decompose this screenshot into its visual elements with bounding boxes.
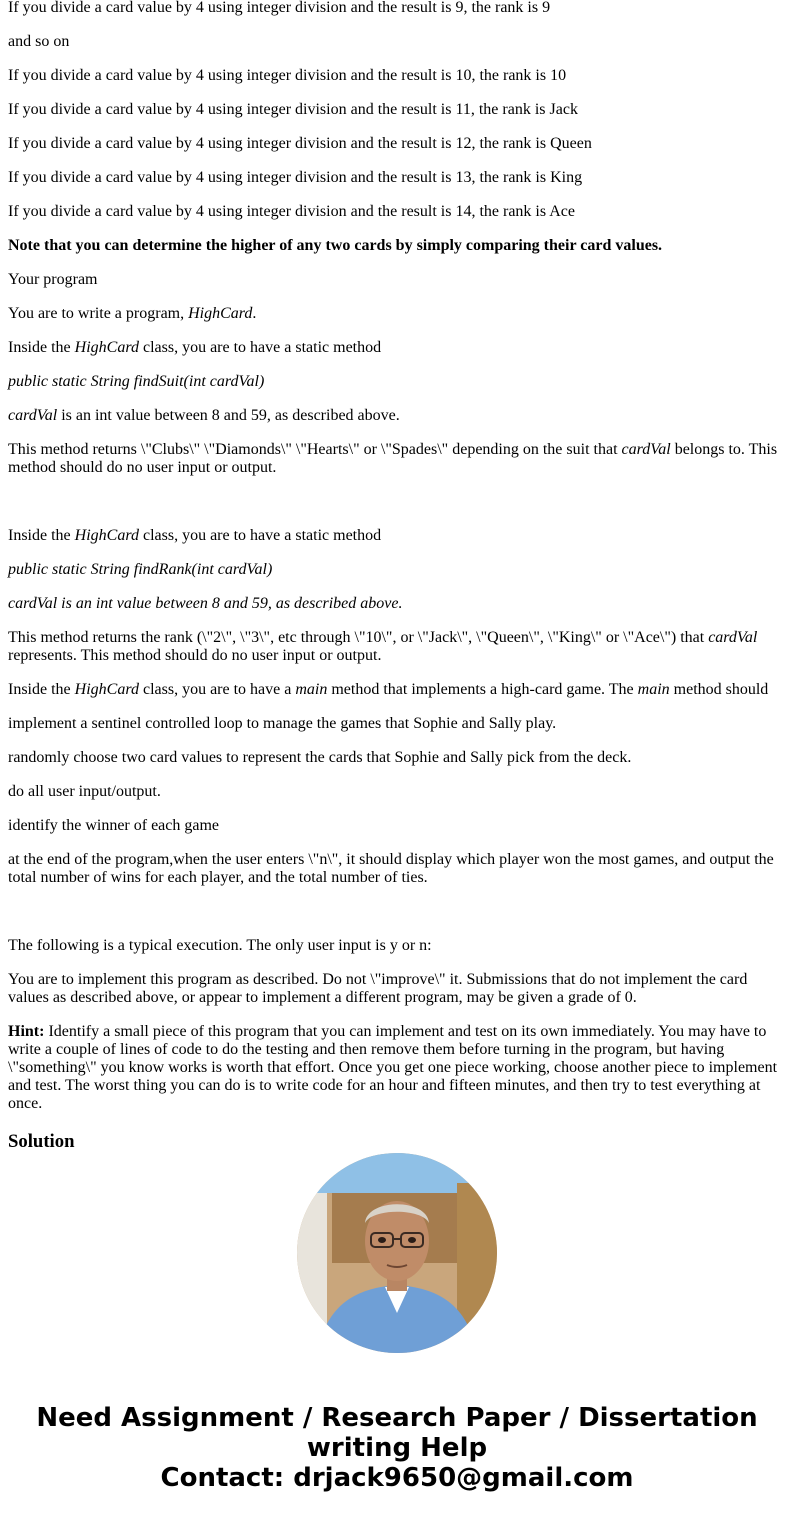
- solution-heading: Solution: [8, 1131, 75, 1152]
- implement-warning-text: You are to implement this program as described. Do not \"improve\" it. Submissions that do not implement the card values as described above, or appear to implement a different program, may be given a grade of 0.: [8, 971, 748, 1006]
- author-avatar: [297, 1153, 497, 1353]
- hint-paragraph: [8, 1023, 786, 1113]
- note-text: Note that you can determine the higher of any two cards by simply comparing their card values.: [8, 237, 663, 254]
- help-headline: Need Assignment / Research Paper / Dissertation writing Help: [36, 1403, 758, 1463]
- rank-rule-9: If you divide a card value by 4 using integer division and the result is 9, the rank is 9: [8, 0, 551, 16]
- find-rank-param: cardVal is an int value between 8 and 59, as described above.: [8, 595, 403, 612]
- main-requirement: do all user input/output.: [8, 783, 161, 800]
- class-name: HighCard: [74, 339, 139, 356]
- main-requirement: implement a sentinel controlled loop to manage the games that Sophie and Sally play.: [8, 715, 557, 732]
- find-suit-signature: public static String findSuit(int cardVal): [8, 373, 265, 390]
- blank-line: [8, 493, 786, 511]
- rank-rule-king: If you divide a card value by 4 using integer division and the result is 13, the rank is King: [8, 169, 583, 186]
- rank-rule-jack: If you divide a card value by 4 using integer division and the result is 11, the rank is Jack: [8, 101, 578, 118]
- main-requirement: at the end of the program,when the user enters \"n\", it should display which player won the most games, and output the total number of wins for each player, and the total number of ties.: [8, 851, 774, 886]
- find-suit-returns: This method returns \"Clubs\" \"Diamonds\" \"Hearts\" or \"Spades\" depending on the suit that cardVal belongs to. This method should do no user input or output.: [8, 441, 778, 476]
- author-photo: [297, 1153, 497, 1353]
- rank-rule-10: If you divide a card value by 4 using integer division and the result is 10, the rank is 10: [8, 67, 567, 84]
- your-program-heading: Your program: [8, 271, 98, 288]
- article-body: [8, 0, 786, 1153]
- write-program-paragraph: You are to write a program, HighCard.: [8, 305, 257, 322]
- find-suit-param: cardVal is an int value between 8 and 59, as described above.: [8, 407, 400, 424]
- hint-text: Identify a small piece of this program that you can implement and test on its own immediately. You may have to write a couple of lines of code to do the testing and then remove them before turning in the program, but having \"something\" you know works is worth that effort. Once you get one piece working, choose another piece to implement and test. The worst thing you can do is to write code for an hour and fifteen minutes, and then try to test everything at once.: [8, 1023, 778, 1112]
- find-rank-returns: This method returns the rank (\"2\", \"3\", etc through \"10\", or \"Jack\", \"Queen\", \"King\" or \"Ace\") that cardVal represents. This method should do no user input or output.: [8, 629, 758, 664]
- note-paragraph: [8, 237, 786, 255]
- main-method-intro: Inside the HighCard class, you are to have a main method that implements a high-card game. The main method should: [8, 681, 769, 698]
- rank-rule-queen: If you divide a card value by 4 using integer division and the result is 12, the rank is Queen: [8, 135, 592, 152]
- main-requirement: identify the winner of each game: [8, 817, 220, 834]
- find-rank-intro: Inside the HighCard class, you are to have a static method: [8, 527, 382, 544]
- find-suit-intro: Inside the HighCard class, you are to have a static method: [8, 339, 382, 356]
- hint-label: Hint:: [8, 1023, 45, 1040]
- main-requirement: randomly choose two card values to represent the cards that Sophie and Sally pick from the deck.: [8, 749, 632, 766]
- class-name: HighCard: [188, 305, 253, 322]
- class-name: HighCard: [74, 527, 139, 544]
- and-so-on-text: and so on: [8, 33, 70, 50]
- find-rank-signature: public static String findRank(int cardVal): [8, 561, 273, 578]
- blank-line: [8, 903, 786, 921]
- rank-rule-ace: If you divide a card value by 4 using integer division and the result is 14, the rank is Ace: [8, 203, 575, 220]
- contact-email: Contact: drjack9650@gmail.com: [160, 1463, 634, 1493]
- contact-banner: [0, 1403, 794, 1493]
- class-name: HighCard: [74, 681, 139, 698]
- typical-execution-text: The following is a typical execution. The only user input is y or n:: [8, 937, 432, 954]
